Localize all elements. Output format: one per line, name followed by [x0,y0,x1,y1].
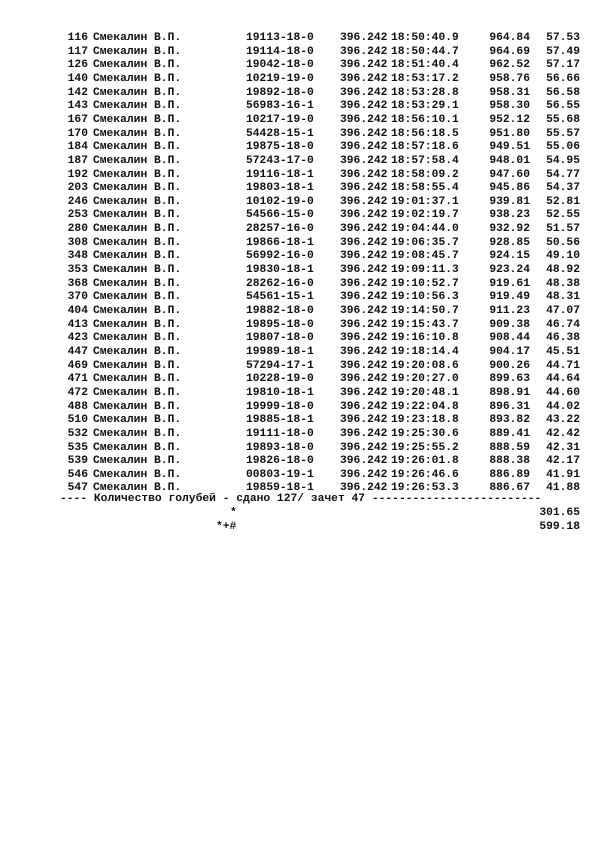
cell-ring: 57294-17-1 [246,359,314,372]
cell-time: 18:56:10.1 [391,113,459,126]
total-row-1 [0,506,600,520]
cell-ring: 28257-16-0 [246,223,314,236]
cell-time: 19:20:48.1 [391,386,459,399]
cell-ring: 19859-18-1 [246,482,314,495]
cell-points: 41.91 [546,468,580,481]
cell-time: 19:10:52.7 [391,277,459,290]
table-row [0,86,600,100]
table-row [0,386,600,400]
cell-num: 547 [67,482,88,495]
cell-time: 19:20:27.0 [391,373,459,386]
cell-speed: 958.76 [489,72,530,85]
cell-time: 19:02:19.7 [391,209,459,222]
cell-dist: 396.242 [340,332,388,345]
cell-speed: 945.86 [489,182,530,195]
cell-name: Смекалин В.П. [93,305,182,317]
cell-num: 539 [67,455,88,468]
cell-speed: 958.30 [489,100,530,113]
cell-dist: 396.242 [340,482,388,495]
cell-ring: 54561-15-1 [246,291,314,304]
cell-time: 18:58:09.2 [391,168,459,181]
cell-speed: 962.52 [489,59,530,72]
cell-points: 55.06 [546,141,580,154]
total-marker-1: * [230,507,237,519]
cell-time: 18:50:44.7 [391,45,459,58]
cell-name: Смекалин В.П. [93,345,182,358]
cell-name: Смекалин В.П. [93,100,182,113]
cell-dist: 396.242 [340,318,388,331]
cell-dist: 396.242 [340,32,388,44]
table-row [0,58,600,72]
total-value-1: 301.65 [539,507,580,519]
cell-ring: 19807-18-0 [246,332,314,345]
cell-dist: 396.242 [340,359,388,372]
cell-time: 19:14:50.7 [391,305,459,317]
cell-speed: 938.23 [489,209,530,222]
cell-ring: 19989-18-1 [246,345,314,358]
cell-time: 18:57:18.6 [391,141,459,154]
cell-name: Смекалин В.П. [93,168,182,181]
cell-points: 43.22 [546,414,580,427]
cell-dist: 396.242 [340,182,388,195]
cell-speed: 888.59 [489,441,530,454]
cell-points: 52.81 [546,195,580,208]
cell-num: 280 [67,223,88,236]
cell-time: 19:08:45.7 [391,250,459,263]
cell-speed: 899.63 [489,373,530,386]
cell-num: 472 [67,386,88,399]
cell-num: 184 [67,141,88,154]
table-row [0,468,600,482]
cell-time: 19:23:18.8 [391,414,459,427]
cell-speed: 958.31 [489,86,530,99]
cell-name: Смекалин В.П. [93,236,182,249]
cell-ring: 19810-18-1 [246,386,314,399]
cell-name: Смекалин В.П. [93,482,182,495]
cell-dist: 396.242 [340,209,388,222]
cell-speed: 948.01 [489,154,530,167]
cell-ring: 19116-18-1 [246,168,314,181]
cell-num: 510 [67,414,88,427]
cell-ring: 28262-16-0 [246,277,314,290]
cell-num: 192 [67,168,88,181]
cell-points: 55.57 [546,127,580,140]
cell-time: 18:53:29.1 [391,100,459,113]
cell-num: 167 [67,113,88,126]
cell-dist: 396.242 [340,414,388,427]
table-row [0,168,600,182]
cell-time: 19:01:37.1 [391,195,459,208]
cell-points: 44.71 [546,359,580,372]
cell-time: 19:22:04.8 [391,400,459,413]
cell-speed: 939.81 [489,195,530,208]
total-value-2: 599.18 [539,521,580,533]
cell-time: 19:16:10.8 [391,332,459,345]
total-marker-2: *+# [216,521,237,533]
total-row-2 [0,520,600,534]
cell-num: 532 [67,427,88,440]
cell-time: 19:10:56.3 [391,291,459,304]
table-row [0,277,600,291]
cell-num: 308 [67,236,88,249]
cell-speed: 896.31 [489,400,530,413]
cell-time: 19:15:43.7 [391,318,459,331]
cell-ring: 19895-18-0 [246,318,314,331]
cell-ring: 10228-19-0 [246,373,314,386]
cell-dist: 396.242 [340,59,388,72]
table-row [0,154,600,168]
cell-num: 469 [67,359,88,372]
cell-num: 143 [67,100,88,113]
cell-dist: 396.242 [340,264,388,277]
cell-name: Смекалин В.П. [93,386,182,399]
cell-dist: 396.242 [340,236,388,249]
table-row [0,181,600,195]
cell-speed: 909.38 [489,318,530,331]
cell-dist: 396.242 [340,127,388,140]
table-row [0,113,600,127]
cell-ring: 10217-19-0 [246,113,314,126]
cell-dist: 396.242 [340,72,388,85]
cell-dist: 396.242 [340,168,388,181]
cell-ring: 56983-16-1 [246,100,314,113]
cell-dist: 396.242 [340,86,388,99]
cell-ring: 57243-17-0 [246,154,314,167]
cell-name: Смекалин В.П. [93,223,182,236]
cell-speed: 893.82 [489,414,530,427]
cell-speed: 919.49 [489,291,530,304]
table-row [0,195,600,209]
cell-num: 116 [67,32,88,44]
cell-time: 18:50:40.9 [391,32,459,44]
cell-points: 44.60 [546,386,580,399]
cell-time: 19:25:55.2 [391,441,459,454]
cell-ring: 10102-19-0 [246,195,314,208]
table-row [0,249,600,263]
cell-speed: 898.91 [489,386,530,399]
cell-speed: 928.85 [489,236,530,249]
cell-points: 56.58 [546,86,580,99]
cell-points: 51.57 [546,223,580,236]
table-row [0,208,600,222]
cell-ring: 19882-18-0 [246,305,314,317]
cell-points: 48.38 [546,277,580,290]
cell-speed: 924.15 [489,250,530,263]
table-row [0,140,600,154]
cell-name: Смекалин В.П. [93,441,182,454]
table-row [0,127,600,141]
cell-time: 19:04:44.0 [391,223,459,236]
table-row [0,413,600,427]
cell-points: 42.42 [546,427,580,440]
cell-speed: 886.67 [489,482,530,495]
cell-speed: 919.61 [489,277,530,290]
cell-num: 368 [67,277,88,290]
cell-points: 52.55 [546,209,580,222]
table-row [0,427,600,441]
cell-name: Смекалин В.П. [93,72,182,85]
cell-speed: 952.12 [489,113,530,126]
cell-name: Смекалин В.П. [93,59,182,72]
cell-ring: 19042-18-0 [246,59,314,72]
cell-num: 187 [67,154,88,167]
cell-num: 253 [67,209,88,222]
cell-name: Смекалин В.П. [93,468,182,481]
cell-name: Смекалин В.П. [93,277,182,290]
cell-points: 46.74 [546,318,580,331]
cell-dist: 396.242 [340,455,388,468]
cell-name: Смекалин В.П. [93,332,182,345]
cell-name: Смекалин В.П. [93,373,182,386]
cell-name: Смекалин В.П. [93,195,182,208]
cell-dist: 396.242 [340,345,388,358]
cell-speed: 932.92 [489,223,530,236]
table-row [0,331,600,345]
cell-points: 50.56 [546,236,580,249]
table-row [0,290,600,304]
cell-name: Смекалин В.П. [93,291,182,304]
cell-points: 54.77 [546,168,580,181]
cell-points: 44.64 [546,373,580,386]
cell-num: 203 [67,182,88,195]
cell-ring: 19803-18-1 [246,182,314,195]
cell-dist: 396.242 [340,113,388,126]
cell-num: 413 [67,318,88,331]
cell-ring: 19113-18-0 [246,32,314,44]
cell-ring: 54428-15-1 [246,127,314,140]
cell-speed: 908.44 [489,332,530,345]
table-row [0,454,600,468]
cell-dist: 396.242 [340,250,388,263]
cell-name: Смекалин В.П. [93,250,182,263]
cell-name: Смекалин В.П. [93,32,182,44]
cell-time: 19:06:35.7 [391,236,459,249]
cell-dist: 396.242 [340,400,388,413]
cell-name: Смекалин В.П. [93,455,182,468]
cell-ring: 19999-18-0 [246,400,314,413]
cell-name: Смекалин В.П. [93,141,182,154]
cell-points: 48.31 [546,291,580,304]
cell-name: Смекалин В.П. [93,414,182,427]
table-row [0,359,600,373]
cell-num: 126 [67,59,88,72]
cell-ring: 19111-18-0 [246,427,314,440]
cell-dist: 396.242 [340,291,388,304]
cell-dist: 396.242 [340,441,388,454]
cell-time: 18:53:28.8 [391,86,459,99]
cell-points: 41.88 [546,482,580,495]
cell-ring: 19875-18-0 [246,141,314,154]
cell-num: 170 [67,127,88,140]
cell-dist: 396.242 [340,195,388,208]
cell-dist: 396.242 [340,468,388,481]
cell-speed: 964.84 [489,32,530,44]
cell-speed: 904.17 [489,345,530,358]
cell-points: 57.53 [546,32,580,44]
cell-points: 56.55 [546,100,580,113]
cell-dist: 396.242 [340,277,388,290]
cell-num: 447 [67,345,88,358]
cell-dist: 396.242 [340,141,388,154]
cell-dist: 396.242 [340,100,388,113]
cell-speed: 911.23 [489,305,530,317]
cell-num: 117 [67,45,88,58]
cell-ring: 19893-18-0 [246,441,314,454]
cell-time: 18:57:58.4 [391,154,459,167]
cell-points: 54.95 [546,154,580,167]
cell-speed: 886.89 [489,468,530,481]
cell-speed: 947.60 [489,168,530,181]
cell-time: 19:18:14.4 [391,345,459,358]
summary-line [0,492,600,506]
cell-points: 46.38 [546,332,580,345]
cell-ring: 56992-16-0 [246,250,314,263]
cell-time: 18:53:17.2 [391,72,459,85]
cell-num: 423 [67,332,88,345]
cell-ring: 19885-18-1 [246,414,314,427]
cell-ring: 00803-19-1 [246,468,314,481]
cell-dist: 396.242 [340,386,388,399]
cell-time: 19:20:08.6 [391,359,459,372]
cell-points: 45.51 [546,345,580,358]
table-row [0,345,600,359]
table-row [0,304,600,318]
cell-num: 353 [67,264,88,277]
cell-speed: 900.26 [489,359,530,372]
table-row [0,372,600,386]
cell-ring: 10219-19-0 [246,72,314,85]
cell-name: Смекалин В.П. [93,359,182,372]
cell-points: 42.17 [546,455,580,468]
cell-name: Смекалин В.П. [93,427,182,440]
table-row [0,318,600,332]
cell-speed: 923.24 [489,264,530,277]
cell-name: Смекалин В.П. [93,154,182,167]
cell-time: 19:26:53.3 [391,482,459,495]
table-row [0,400,600,414]
cell-points: 57.17 [546,59,580,72]
cell-dist: 396.242 [340,427,388,440]
cell-points: 42.31 [546,441,580,454]
table-row [0,72,600,86]
cell-time: 18:56:18.5 [391,127,459,140]
cell-points: 55.68 [546,113,580,126]
cell-time: 19:09:11.3 [391,264,459,277]
table-row [0,45,600,59]
cell-name: Смекалин В.П. [93,113,182,126]
cell-dist: 396.242 [340,45,388,58]
cell-points: 54.37 [546,182,580,195]
cell-name: Смекалин В.П. [93,264,182,277]
cell-num: 546 [67,468,88,481]
cell-time: 18:58:55.4 [391,182,459,195]
cell-num: 246 [67,195,88,208]
cell-num: 404 [67,305,88,317]
cell-num: 348 [67,250,88,263]
cell-points: 47.07 [546,305,580,317]
table-row [0,441,600,455]
cell-num: 471 [67,373,88,386]
cell-dist: 396.242 [340,154,388,167]
cell-name: Смекалин В.П. [93,318,182,331]
table-row [0,263,600,277]
cell-name: Смекалин В.П. [93,86,182,99]
cell-points: 49.10 [546,250,580,263]
cell-ring: 54566-15-0 [246,209,314,222]
cell-points: 57.49 [546,45,580,58]
cell-time: 19:26:46.6 [391,468,459,481]
cell-ring: 19826-18-0 [246,455,314,468]
cell-speed: 888.38 [489,455,530,468]
cell-dist: 396.242 [340,223,388,236]
cell-name: Смекалин В.П. [93,45,182,58]
cell-time: 18:51:40.4 [391,59,459,72]
cell-dist: 396.242 [340,305,388,317]
cell-name: Смекалин В.П. [93,209,182,222]
cell-speed: 964.69 [489,45,530,58]
table-row [0,236,600,250]
cell-num: 488 [67,400,88,413]
table-row [0,31,600,45]
cell-num: 370 [67,291,88,304]
table-row [0,99,600,113]
cell-speed: 889.41 [489,427,530,440]
cell-name: Смекалин В.П. [93,182,182,195]
cell-name: Смекалин В.П. [93,127,182,140]
cell-num: 140 [67,72,88,85]
cell-name: Смекалин В.П. [93,400,182,413]
cell-ring: 19114-18-0 [246,45,314,58]
cell-points: 56.66 [546,72,580,85]
cell-points: 48.92 [546,264,580,277]
cell-speed: 951.80 [489,127,530,140]
cell-time: 19:26:01.8 [391,455,459,468]
cell-points: 44.02 [546,400,580,413]
cell-ring: 19830-18-1 [246,264,314,277]
cell-ring: 19866-18-1 [246,236,314,249]
cell-num: 142 [67,86,88,99]
summary-text: ---- Количество голубей - сдано 127/ зачет 47 ------------------------- [60,493,542,505]
cell-time: 19:25:30.6 [391,427,459,440]
cell-ring: 19892-18-0 [246,86,314,99]
cell-num: 535 [67,441,88,454]
table-row [0,222,600,236]
cell-dist: 396.242 [340,373,388,386]
cell-speed: 949.51 [489,141,530,154]
